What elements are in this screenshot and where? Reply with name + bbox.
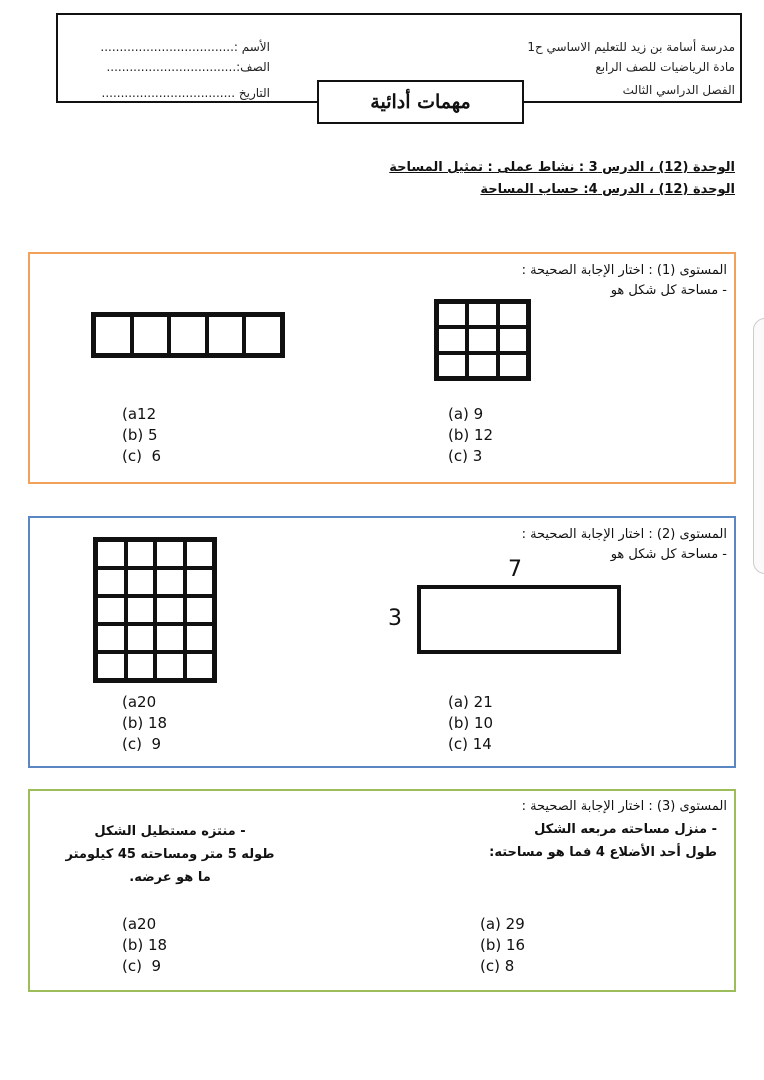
grid-cell (126, 624, 156, 652)
option-c[interactable]: (c) 3 (448, 447, 483, 465)
grid-cell (467, 327, 497, 352)
rect-width-label: 7 (508, 557, 522, 582)
grid-cell (94, 315, 132, 355)
grid-cell (467, 302, 497, 327)
grid-cell (437, 327, 467, 352)
grid-cell (126, 540, 156, 568)
grid-5x4 (93, 537, 217, 683)
grid-cell (467, 353, 497, 378)
lesson-line-2: الوحدة (12) ، الدرس 4: حساب المساحة (480, 182, 735, 197)
grid-1x5 (91, 312, 285, 358)
level-1-title: المستوى (1) : اختار الإجابة الصحيحة : (521, 263, 727, 278)
grid-cell (498, 353, 528, 378)
level-1-right-options (448, 404, 493, 467)
school-name: مدرسة أسامة بن زيد للتعليم الاساسي ح1 (527, 40, 735, 54)
term-name: الفصل الدراسي الثالث (622, 83, 735, 97)
option-c[interactable]: (c) 9 (122, 957, 162, 975)
page-title: مهمات أدائية (317, 80, 524, 124)
option-c[interactable]: (c) 14 (448, 735, 492, 753)
grid-cell (437, 353, 467, 378)
grid-cell (96, 596, 126, 624)
grid-cell (185, 596, 215, 624)
grid-cell (437, 302, 467, 327)
level-3-left-question-line-2: طوله 5 متر ومساحته 45 كيلومتر (65, 847, 275, 862)
level-3-right-options (480, 914, 525, 977)
grid-cell (96, 652, 126, 680)
grid-cell (126, 596, 156, 624)
option-a[interactable]: (a20 (122, 693, 157, 711)
level-3-left-options (122, 914, 167, 977)
date-field: التاريخ ................................... (101, 86, 270, 100)
grid-cell (244, 315, 282, 355)
option-b[interactable]: (b) 18 (122, 714, 168, 732)
class-field: الصف:.................................. (106, 60, 270, 74)
option-c[interactable]: (c) 6 (122, 447, 162, 465)
level-3-left-question-line-1: - منتزه مستطيل الشكل (94, 824, 246, 839)
option-c[interactable]: (c) 8 (480, 957, 515, 975)
grid-cell (155, 568, 185, 596)
level-2-subtitle: - مساحة كل شكل هو (610, 547, 727, 562)
level-2-right-options (448, 692, 493, 755)
level-3-left-question-line-3: ما هو عرضه. (129, 870, 211, 885)
grid-cell (96, 568, 126, 596)
grid-cell (185, 652, 215, 680)
rect-height-label: 3 (388, 606, 402, 631)
grid-cell (169, 315, 207, 355)
option-b[interactable]: (b) 12 (448, 426, 494, 444)
grid-cell (155, 596, 185, 624)
level-2-title: المستوى (2) : اختار الإجابة الصحيحة : (521, 527, 727, 542)
grid-cell (132, 315, 170, 355)
option-a[interactable]: (a20 (122, 915, 157, 933)
option-b[interactable]: (b) 10 (448, 714, 494, 732)
level-2-left-options (122, 692, 167, 755)
grid-cell (96, 540, 126, 568)
option-a[interactable]: (a12 (122, 405, 157, 423)
grid-cell (498, 302, 528, 327)
level-3-title: المستوى (3) : اختار الإجابة الصحيحة : (521, 799, 727, 814)
grid-cell (96, 624, 126, 652)
grid-cell (498, 327, 528, 352)
level-1-left-options (122, 404, 161, 467)
level-1-subtitle: - مساحة كل شكل هو (610, 283, 727, 298)
grid-cell (126, 652, 156, 680)
option-a[interactable]: (a) 9 (448, 405, 484, 423)
grid-cell (185, 624, 215, 652)
option-a[interactable]: (a) 21 (448, 693, 493, 711)
option-b[interactable]: (b) 18 (122, 936, 168, 954)
grid-cell (126, 568, 156, 596)
side-panel-tab[interactable] (753, 318, 764, 574)
lesson-line-1: الوحدة (12) ، الدرس 3 : نشاط عملى : تمثيل المساحة (389, 160, 735, 175)
grid-3x3 (434, 299, 531, 381)
grid-cell (155, 624, 185, 652)
subject-name: مادة الرياضيات للصف الرابع (595, 60, 735, 74)
option-b[interactable]: (b) 5 (122, 426, 158, 444)
grid-cell (185, 568, 215, 596)
level-3-right-question-line-1: - منزل مساحته مربعه الشكل (534, 822, 717, 837)
level-3-right-question-line-2: طول أحد الأضلاع 4 فما هو مساحته: (489, 845, 717, 860)
student-name-field: الأسم :................................... (100, 40, 270, 54)
option-a[interactable]: (a) 29 (480, 915, 525, 933)
grid-cell (155, 652, 185, 680)
option-c[interactable]: (c) 9 (122, 735, 162, 753)
grid-cell (207, 315, 245, 355)
option-b[interactable]: (b) 16 (480, 936, 526, 954)
rectangle-shape (417, 585, 621, 654)
grid-cell (155, 540, 185, 568)
grid-cell (185, 540, 215, 568)
